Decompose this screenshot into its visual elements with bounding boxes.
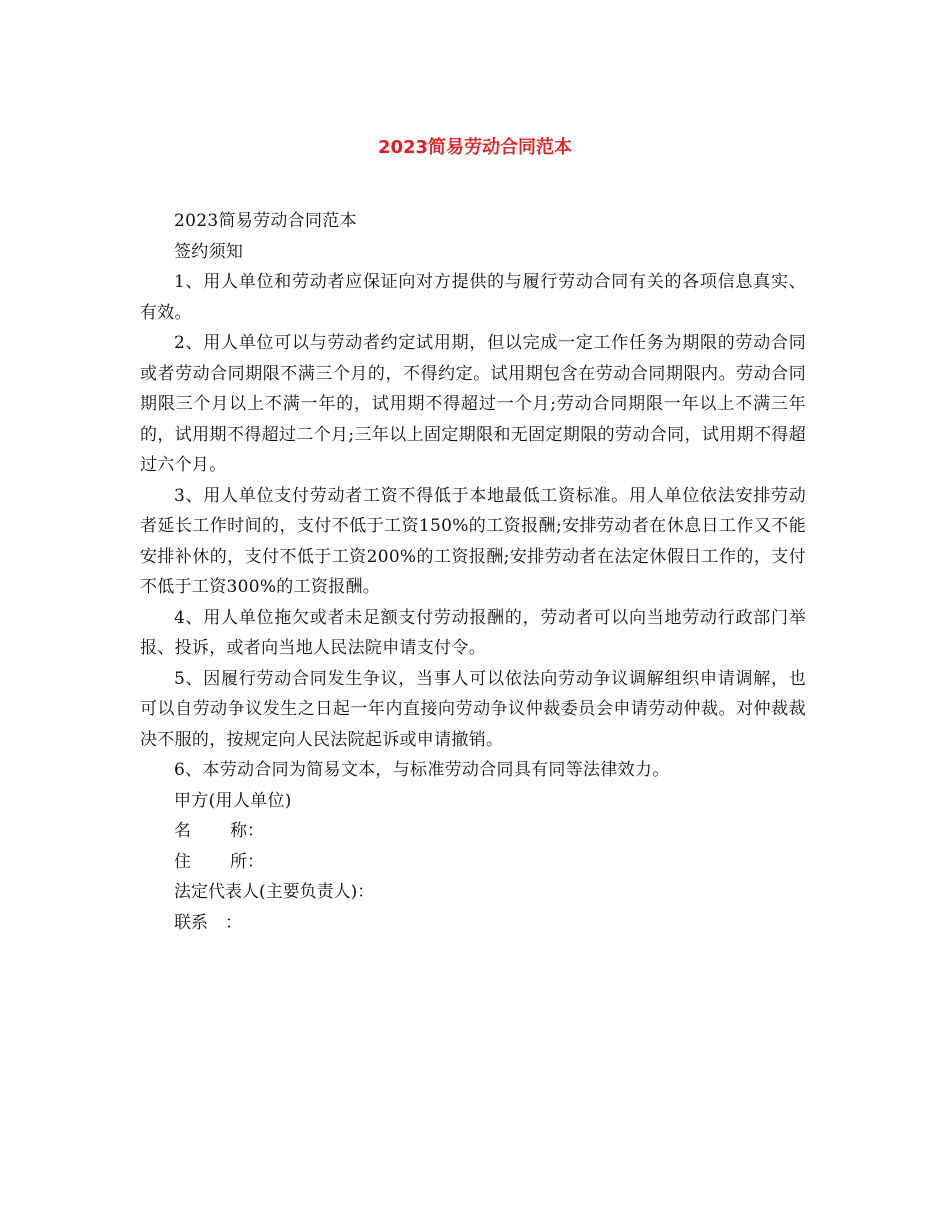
party-a-heading: 甲方(用人单位): [174, 790, 292, 811]
document-body: [140, 206, 806, 938]
field-name: [140, 816, 806, 847]
field-contact: [140, 908, 806, 939]
field-legal-rep: [140, 877, 806, 908]
field-name-label: 名 称：: [174, 821, 264, 841]
field-address-label: 住 所：: [174, 851, 264, 872]
field-address: [140, 847, 806, 878]
field-contact-label: 联系 ：: [174, 912, 242, 933]
notice-item-1: 1、用人单位和劳动者应保证向对方提供的与履行劳动合同有关的各项信息真实、有效。: [140, 272, 806, 323]
notice-item-6: 6、本劳动合同为简易文本，与标准劳动合同具有同等法律效力。: [174, 760, 670, 780]
notice-heading: 签约须知: [174, 241, 244, 262]
notice-item-5: 5、因履行劳动合同发生争议，当事人可以依法向劳动争议调解组织申请调解，也可以自劳动争议发生之日起一年内直接向劳动争议仲裁委员会申请劳动仲裁。对仲裁裁决不服的，按规定向人民法院起诉或申请撤销。: [140, 668, 806, 750]
notice-item-3: 3、用人单位支付劳动者工资不得低于本地最低工资标准。用人单位依法安排劳动者延长工作时间的，支付不低于工资150%的工资报酬;安排劳动者在休息日工作又不能安排补休的，支付不低于工资200%的工资报酬;安排劳动者在法定休假日工作的，支付不低于工资300%的工资报酬。: [140, 485, 806, 597]
field-legal-rep-label: 法定代表人(主要负责人)：: [174, 882, 375, 902]
document-title: 2023简易劳动合同范本: [377, 137, 573, 158]
notice-item-4: 4、用人单位拖欠或者未足额支付劳动报酬的，劳动者可以向当地劳动行政部门举报、投诉，或者向当地人民法院申请支付令。: [140, 607, 806, 658]
document-subtitle: 2023简易劳动合同范本: [174, 211, 357, 231]
notice-item-2: 2、用人单位可以与劳动者约定试用期，但以完成一定工作任务为期限的劳动合同或者劳动合同期限不满三个月的，不得约定。试用期包含在劳动合同期限内。劳动合同期限三个月以上不满一年的，试用期不得超过一个月;劳动合同期限一年以上不满三年的，试用期不得超过二个月;三年以上固定期限和无固定期限的劳动合同，试用期不得超过六个月。: [140, 333, 806, 475]
